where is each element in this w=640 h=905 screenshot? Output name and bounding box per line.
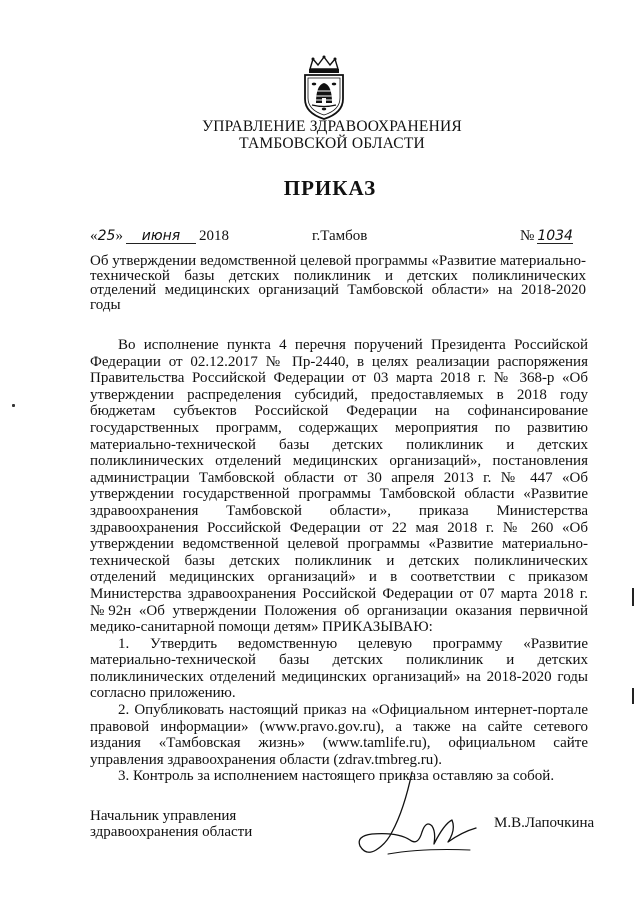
handwritten-signature-icon	[352, 770, 482, 860]
document-dateline	[90, 228, 590, 248]
signatory-position	[90, 808, 252, 840]
number-handwritten: 1034	[537, 228, 573, 244]
date-month-handwritten: июня	[126, 230, 196, 244]
document-body	[90, 337, 588, 785]
scan-edge-mark-2	[632, 688, 634, 704]
body-paragraph-item-3: 3. Контроль за исполнением настоящего приказа оставляю за собой.	[118, 768, 555, 785]
document-type-title: ПРИКАЗ	[283, 176, 377, 200]
organization-name-line1: УПРАВЛЕНИЕ ЗДРАВООХРАНЕНИЯ	[202, 118, 462, 135]
tambov-coat-of-arms-icon	[296, 55, 352, 121]
date-day-handwritten: 25	[97, 228, 116, 244]
document-subject: Об утверждении ведомственной целевой программы «Развитие материально-технической базы детских поликлиник и детских поликлинических отделений медицинских организаций Тамбовской области» на 2018-2020 годы	[90, 253, 586, 313]
body-paragraph-item-2: 2. Опубликовать настоящий приказ на «Официальном интернет-портале правовой информации» (www.pravo.gov.ru), а также на сайте сетевого издания «Тамбовская жизнь» (www.tamlife.ru), официальном сайте управления здравоохранения области (zdrav.tmbreg.ru).	[90, 702, 588, 768]
number-prefix: №	[520, 228, 535, 244]
document-number	[520, 228, 573, 245]
body-paragraph-preamble: Во исполнение пункта 4 перечня поручений Президента Российской Федерации от 02.12.2017 № Пр-2440, в целях реализации распоряжения Правительства Российской Федерации от 03 марта 2018 г. № 368-р «Об утверждении распределения субсидий, предоставляемых в 2018 году бюджетам субъектов Российской Федерации на софинансирование государственных программ, содержащих мероприятия по развитию материально-технической базы детских поликлиник и детских поликлинических отделений медицинских организаций», постановления администрации Тамбовской области от 30 апреля 2013 г. № 447 «Об утверждении государственной программы Тамбовской области «Развитие здравоохранения Тамбовской области», приказа Министерства здравоохранения Российской Федерации от 22 мая 2018 г. № 260 «Об утверждении ведомственной целевой программы «Развитие материально-технической базы детских поликлиник и детских поликлинических отделений медицинских организаций» и в соответствии с приказом Министерства здравоохранения Российской Федерации от 07 марта 2018 г. №92н «Об утверждении Положения об организации оказания первичной медико-санитарной помощи детям» ПРИКАЗЫВАЮ:	[90, 337, 588, 636]
organization-name-line2: ТАМБОВСКОЙ ОБЛАСТИ	[239, 135, 425, 152]
document-date	[90, 228, 229, 245]
date-year: 2018	[199, 228, 229, 244]
signatory-name: М.В.Лапочкина	[494, 815, 595, 831]
document-city: г.Тамбов	[312, 228, 368, 244]
signatory-position-line2: здравоохранения области	[90, 824, 253, 840]
scan-speck	[12, 404, 15, 407]
signatory-position-line1: Начальник управления	[90, 808, 237, 824]
body-paragraph-item-1: 1. Утвердить ведомственную целевую программу «Развитие материально-технической базы детских поликлиник и детских поликлинических отделений медицинских организаций» на 2018-2020 годы согласно приложению.	[90, 635, 588, 702]
date-close-quote: »	[115, 228, 123, 244]
date-open-quote: «	[90, 228, 98, 244]
scan-edge-mark-1	[632, 588, 634, 606]
